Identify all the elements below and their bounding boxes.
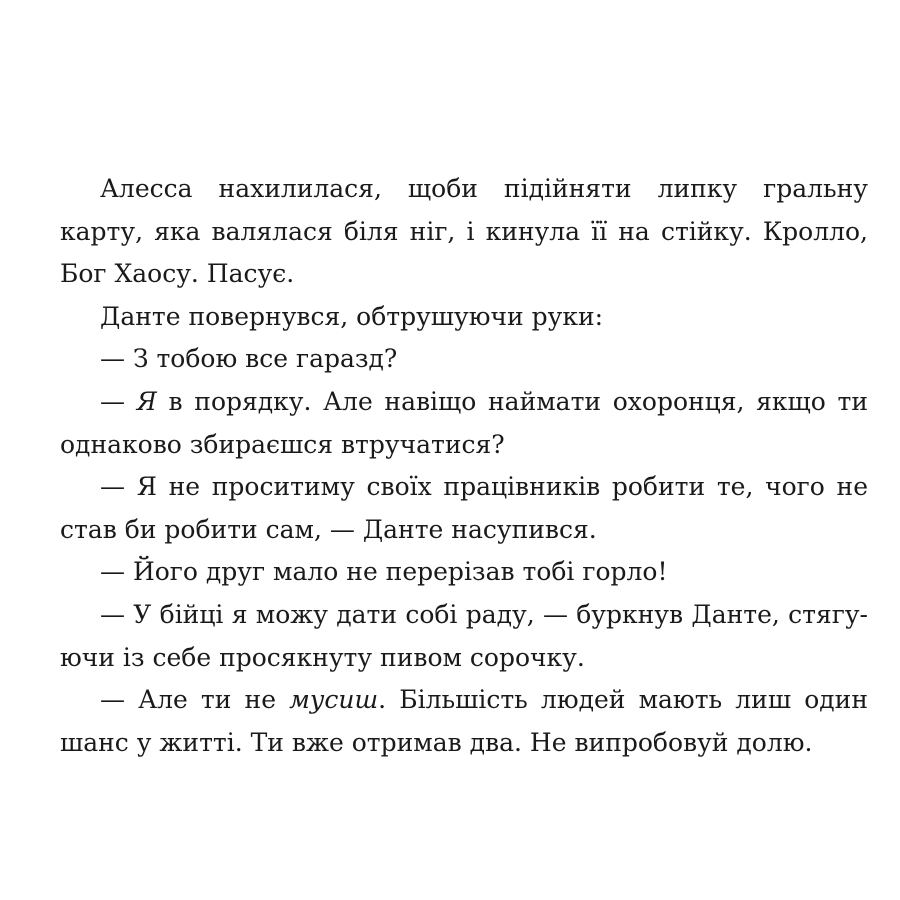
paragraph [60,679,868,764]
paragraph [60,594,868,679]
paragraph-text: Данте повернувся, обтрушуючи руки: [100,301,604,331]
paragraph [60,466,868,551]
paragraph [60,551,868,594]
paragraph-text: в порядку. Але навіщо наймати охоронця, якщо ти однаково збираєшся втручатися? [60,386,868,459]
italic-emphasis: мусиш [289,685,379,715]
paragraph [60,381,868,466]
paragraph-text: — У бійці я можу дати собі раду, — буркнув Данте, стягуючи із себе просякнуту пивом сорочку. [60,599,868,672]
paragraph-text: — Я не проситиму своїх працівників робити те, чого не став би робити сам, — Данте насупився. [60,472,868,544]
paragraph-text: — Його друг мало не перерізав тобі горло! [100,557,668,587]
paragraph-text: — Але ти не [100,685,290,715]
paragraph [60,168,868,296]
paragraph [60,338,868,381]
paragraph-text: — [100,386,137,416]
paragraph-text: — З тобою все гаразд? [100,344,398,374]
text-block [60,168,868,764]
paragraph-text: . Більшість людей мають лиш один шанс у житті. Ти вже отримав два. Не випробовуй долю. [60,685,868,757]
paragraph [60,296,868,339]
paragraph-text: Алесса нахилилася, щоби підійняти липку гральну карту, яка валялася біля ніг, і кинула її на стійку. Кролло, Бог Хаосу. Пасує. [60,174,868,289]
italic-emphasis: Я [136,386,157,416]
